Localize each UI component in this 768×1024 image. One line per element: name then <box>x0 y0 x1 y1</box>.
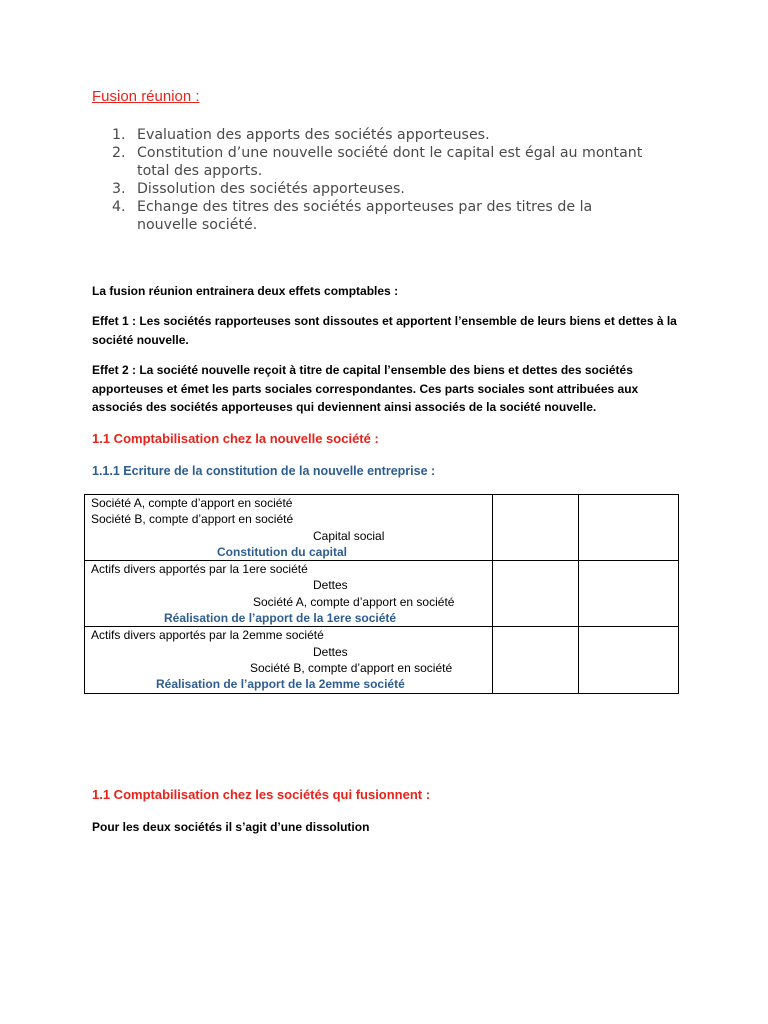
entry-caption: Réalisation de l’apport de la 2emme société <box>156 677 405 692</box>
list-item-text: Evaluation des apports des sociétés apporteuses. <box>137 127 490 143</box>
table-row <box>85 561 679 627</box>
closing-paragraph: Pour les deux sociétés il s’agit d’une dissolution <box>92 820 370 834</box>
debit-line: Actifs divers apportés par la 2emme société <box>91 628 324 643</box>
debit-amount-cell <box>493 495 579 561</box>
debit-line: Société A, compte d’apport en société <box>91 496 293 510</box>
effet2-paragraph <box>92 361 692 417</box>
debit-amount-cell <box>493 627 579 693</box>
debit-amount-cell <box>493 561 579 627</box>
credit-line: Société A, compte d’apport en société <box>253 594 455 609</box>
effet1-paragraph <box>92 312 692 349</box>
list-item <box>112 144 652 180</box>
steps-list <box>112 126 652 234</box>
list-item <box>112 198 652 234</box>
table-row <box>85 495 679 561</box>
list-item-text: Constitution d’une nouvelle société dont le capital est égal au montant total des apports. <box>137 145 643 179</box>
credit-amount-cell <box>579 561 679 627</box>
section-heading-societes-fusionnent: 1.1 Comptabilisation chez les sociétés qui fusionnent : <box>92 787 431 802</box>
entry-description-cell <box>85 495 493 561</box>
entry-caption: Réalisation de l’apport de la 1ere société <box>164 611 397 626</box>
credit-line: Dettes <box>313 578 348 593</box>
list-item-text: Dissolution des sociétés apporteuses. <box>137 181 405 197</box>
credit-amount-cell <box>579 495 679 561</box>
subsection-heading-constitution: 1.1.1 Ecriture de la constitution de la nouvelle entreprise : <box>92 464 436 478</box>
entry-caption: Constitution du capital <box>217 544 347 559</box>
intro-paragraph: La fusion réunion entrainera deux effets comptables : <box>92 284 399 298</box>
page-title: Fusion réunion : <box>92 88 200 105</box>
table-row <box>85 627 679 693</box>
list-item-number: 4. <box>112 199 126 215</box>
credit-line: Société B, compte d’apport en société <box>250 660 453 675</box>
list-item <box>112 126 652 144</box>
list-item <box>112 180 652 198</box>
debit-line: Société B, compte d’apport en société <box>91 512 294 527</box>
entry-description-cell <box>85 627 493 693</box>
section-heading-nouvelle-societe: 1.1 Comptabilisation chez la nouvelle société : <box>92 431 379 446</box>
credit-line: Dettes <box>313 644 348 659</box>
credit-amount-cell <box>579 627 679 693</box>
effet1-text: Les sociétés rapporteuses sont dissoutes et apportent l’ensemble de leurs biens et dettes à la société nouvelle. <box>92 314 677 347</box>
list-item-text: Echange des titres des sociétés apporteuses par des titres de la nouvelle société. <box>137 199 593 233</box>
effet2-text: La société nouvelle reçoit à titre de capital l’ensemble des biens et dettes des sociétés apporteuses et émet les parts sociales correspondantes. Ces parts sociales sont attribuées aux associés des sociétés apporteuses qui deviennent ainsi associés de la société nouvelle. <box>92 363 639 414</box>
credit-line: Capital social <box>313 528 385 543</box>
list-item-number: 2. <box>112 145 126 161</box>
effet2-label: Effet 2 : <box>92 363 137 377</box>
effet1-label: Effet 1 : <box>92 314 137 328</box>
entry-description-cell <box>85 561 493 627</box>
list-item-number: 1. <box>112 127 126 143</box>
debit-line: Actifs divers apportés par la 1ere société <box>91 562 308 577</box>
journal-entries-table <box>84 494 679 694</box>
list-item-number: 3. <box>112 181 126 197</box>
